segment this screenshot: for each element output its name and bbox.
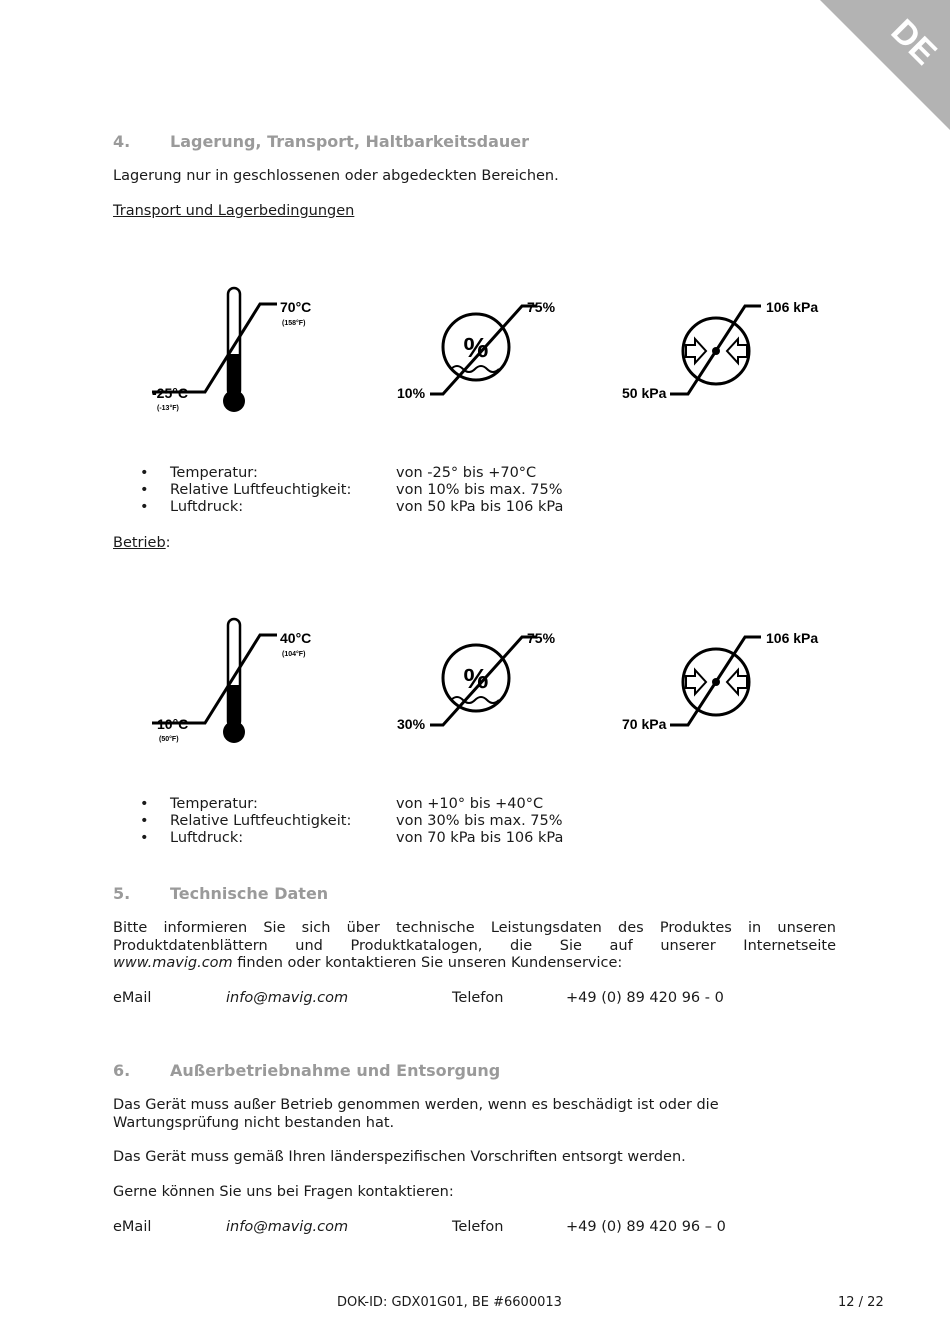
email-link[interactable]: info@mavig.com (226, 1219, 349, 1235)
email-label: eMail (113, 990, 152, 1006)
decommission-paragraph: Das Gerät muss außer Betrieb genommen werden, wenn es beschädigt ist oder die Wartungsprüfung nicht bestanden hat. (113, 1097, 719, 1131)
temp-high-f-label: (158°F) (282, 320, 306, 327)
technical-data-paragraph: Bitte informieren Sie sich über technische Leistungsdaten des Produktes in unseren Produktdatenblättern und Produktkatalogen, die Sie auf unserer Internetseite www.mavig.com finden oder kontaktieren Sie unseren Kundenservice: (113, 920, 836, 971)
humidity-high-label: 75% (527, 630, 556, 646)
phone-number: +49 (0) 89 420 96 – 0 (566, 1219, 726, 1235)
operation-humidity-icon (395, 611, 585, 751)
operation-temperature-icon (140, 611, 340, 751)
temp-low-label: -25°C (152, 385, 188, 401)
temp-low-f-label: (-13°F) (157, 405, 179, 412)
storage-intro: Lagerung nur in geschlossenen oder abgedeckten Bereichen. (113, 168, 559, 184)
transport-humidity-icon (395, 280, 585, 420)
humidity-high-label: 75% (527, 299, 556, 315)
temp-high-label: 70°C (280, 299, 312, 315)
temp-low-f-label: (50°F) (159, 736, 179, 743)
section-4-heading (113, 132, 613, 152)
temp-low-label: 10°C (157, 716, 189, 732)
transport-temperature-icon (140, 280, 340, 420)
svg-text:%: % (463, 663, 489, 694)
language-code: DE (883, 12, 944, 73)
contact-paragraph: Gerne können Sie uns bei Fragen kontaktieren: (113, 1184, 454, 1200)
section-6-heading (113, 1061, 613, 1081)
section-number: 4. (113, 132, 131, 151)
phone-label: Telefon (452, 1219, 504, 1235)
pressure-low-label: 50 kPa (622, 385, 667, 401)
transport-pressure-icon (620, 280, 840, 420)
operation-heading: Betrieb: (113, 535, 171, 551)
page-number: 12 / 22 (838, 1295, 884, 1310)
section-number: 6. (113, 1061, 131, 1080)
humidity-low-label: 10% (397, 385, 426, 401)
svg-text:%: % (463, 332, 489, 363)
section-title: Außerbetriebnahme und Entsorgung (170, 1061, 501, 1080)
transport-heading: Transport und Lagerbedingungen (113, 203, 355, 219)
email-label: eMail (113, 1219, 152, 1235)
temp-high-label: 40°C (280, 630, 312, 646)
language-corner-tab (820, 0, 950, 130)
pressure-high-label: 106 kPa (766, 299, 819, 315)
temp-high-f-label: (104°F) (282, 651, 306, 658)
pressure-high-label: 106 kPa (766, 630, 819, 646)
email-link[interactable]: info@mavig.com (226, 990, 349, 1006)
section-title: Lagerung, Transport, Haltbarkeitsdauer (170, 132, 530, 151)
section-title: Technische Daten (170, 884, 329, 903)
humidity-low-label: 30% (397, 716, 426, 732)
document-id: DOK-ID: GDX01G01, BE #6600013 (337, 1295, 562, 1310)
section-number: 5. (113, 884, 131, 903)
website-link[interactable]: www.mavig.com (113, 955, 233, 971)
disposal-paragraph: Das Gerät muss gemäß Ihren länderspezifischen Vorschriften entsorgt werden. (113, 1149, 686, 1165)
phone-label: Telefon (452, 990, 504, 1006)
phone-number: +49 (0) 89 420 96 - 0 (566, 990, 724, 1006)
section-5-heading (113, 884, 613, 904)
operation-pressure-icon (620, 611, 840, 751)
pressure-low-label: 70 kPa (622, 716, 667, 732)
